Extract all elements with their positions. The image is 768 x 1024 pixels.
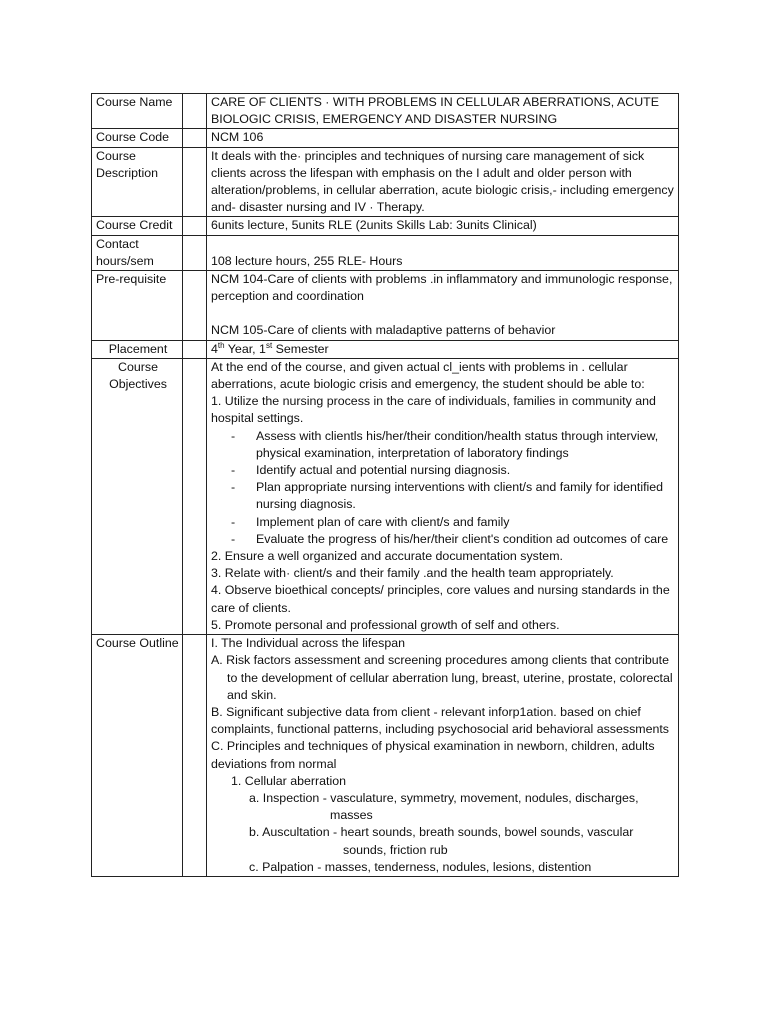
spacer-cell [183, 147, 207, 217]
row-course-description [92, 147, 679, 217]
row-course-outline [92, 635, 679, 877]
placement-semester-word: Semester [272, 341, 329, 356]
label-course-objectives: Course Objectives [92, 358, 183, 634]
placement-semester-suffix: st [265, 340, 273, 350]
row-course-objectives [92, 358, 679, 634]
spacer-cell [183, 94, 207, 129]
label-course-credit: Course Credit [92, 217, 183, 235]
label-course-name: Course Name [92, 94, 183, 129]
value-contact-hours [207, 235, 679, 270]
blank-line [211, 305, 676, 322]
outline-palpation: c. Palpation - masses, tenderness, nodules, lesions, distention [249, 859, 592, 874]
value-course-credit: 6units lecture, 5units RLE (2units Skills Lab: 3units Clinical) [207, 217, 679, 235]
row-course-credit [92, 217, 679, 235]
value-course-outline [207, 635, 679, 877]
objective-subitem-text: Assess with clientls his/her/their condition/health status through interview, physical examination, interpretation of laboratory findings [256, 428, 659, 460]
label-prerequisite: Pre-requisite [92, 271, 183, 341]
course-syllabus-table [91, 93, 679, 877]
row-course-name [92, 94, 679, 129]
prerequisite-item: NCM 104-Care of clients with problems .in inflammatory and immunologic response, perception and coordination [211, 272, 673, 304]
dash-marker: - [231, 463, 236, 478]
label-course-outline: Course Outline [92, 635, 183, 877]
dash-marker: - [231, 514, 236, 529]
label-course-description: Course Description [92, 147, 183, 217]
placement-year-suffix: th [217, 340, 225, 350]
contact-hours-text: 108 lecture hours, 255 RLE- Hours [211, 253, 403, 268]
outline-auscultation: b. Auscultation - heart sounds, breath sounds, bowel sounds, vascular [249, 825, 634, 840]
outline-item-a: A. Risk factors assessment and screening procedures among clients that contribute to the development of cellular aberration lung, breast, uterine, prostate, colorectal and skin. [211, 653, 673, 702]
outline-inspection-continued: masses [330, 808, 373, 823]
objective-item: 1. Utilize the nursing process in the care of individuals, families in community and hospital settings. [211, 394, 656, 426]
placement-year-word: Year, [224, 341, 260, 356]
row-placement [92, 340, 679, 358]
objective-subitem [211, 479, 676, 513]
value-placement [207, 340, 679, 358]
objective-subitem [211, 428, 676, 462]
objective-item: 5. Promote personal and professional growth of self and others. [211, 617, 560, 632]
spacer-cell [183, 217, 207, 235]
value-course-objectives [207, 358, 679, 634]
prerequisite-item: NCM 105-Care of clients with maladaptive patterns of behavior [211, 323, 556, 338]
objective-subitem [211, 531, 676, 548]
outline-auscultation-continued: sounds, friction rub [343, 842, 448, 857]
row-course-code [92, 129, 679, 147]
label-placement: Placement [92, 340, 183, 358]
row-prerequisite [92, 271, 679, 341]
dash-marker: - [231, 480, 236, 495]
placement-year-number: 4 [211, 341, 218, 356]
objective-subitem-text: Identify actual and potential nursing diagnosis. [256, 463, 511, 478]
spacer-cell [183, 358, 207, 634]
outline-heading: I. The Individual across the lifespan [211, 636, 406, 651]
value-course-description: It deals with the· principles and techniques of nursing care management of sick clients across the lifespan with emphasis on the I adult and older person with alteration/problems, in cellular aberration, acute biologic crisis,- including emergency and- disaster nursing and IV · Therapy. [207, 147, 679, 217]
placement-semester-number: 1 [259, 341, 266, 356]
outline-item-c: C. Principles and techniques of physical examination in newborn, children, adults deviations from normal [211, 739, 655, 771]
objective-subitem [211, 462, 676, 479]
objective-item: 2. Ensure a well organized and accurate documentation system. [211, 549, 563, 564]
objective-item: 4. Observe bioethical concepts/ principles, core values and nursing standards in the care of clients. [211, 583, 670, 615]
value-course-name: CARE OF CLIENTS · WITH PROBLEMS IN CELLULAR ABERRATIONS, ACUTE BIOLOGIC CRISIS, EMERGENCY AND DISASTER NURSING [207, 94, 679, 129]
spacer-cell [183, 129, 207, 147]
row-contact-hours [92, 235, 679, 270]
dash-marker: - [231, 531, 236, 546]
outline-inspection: a. Inspection - vasculature, symmetry, movement, nodules, discharges, [249, 790, 639, 805]
objective-item: 3. Relate with· client/s and their family .and the health team appropriately. [211, 566, 614, 581]
value-prerequisite [207, 271, 679, 341]
spacer-cell [183, 635, 207, 877]
label-contact-hours: Contact hours/sem [92, 235, 183, 270]
value-course-code: NCM 106 [207, 129, 679, 147]
spacer-cell [183, 340, 207, 358]
objective-subitem-text: Implement plan of care with client/s and family [256, 514, 510, 529]
spacer-cell [183, 235, 207, 270]
objective-subitem-text: Evaluate the progress of his/her/their client's condition ad outcomes of care [256, 531, 669, 546]
blank-line [211, 236, 676, 253]
objectives-intro: At the end of the course, and given actual cl_ients with problems in . cellular aberrations, acute biologic crisis and emergency, the student should be able to: [211, 359, 645, 392]
spacer-cell [183, 271, 207, 341]
objective-subitem [211, 514, 676, 531]
outline-subitem-cellular-aberration: 1. Cellular aberration [231, 773, 347, 788]
label-course-code: Course Code [92, 129, 183, 147]
dash-marker: - [231, 428, 236, 443]
outline-item-b: B. Significant subjective data from client - relevant inforp1ation. based on chief complaints, functional patterns, including psychosocial arid behavioral assessments [211, 704, 670, 737]
objective-subitem-text: Plan appropriate nursing interventions with client/s and family for identified nursing diagnosis. [256, 480, 664, 512]
